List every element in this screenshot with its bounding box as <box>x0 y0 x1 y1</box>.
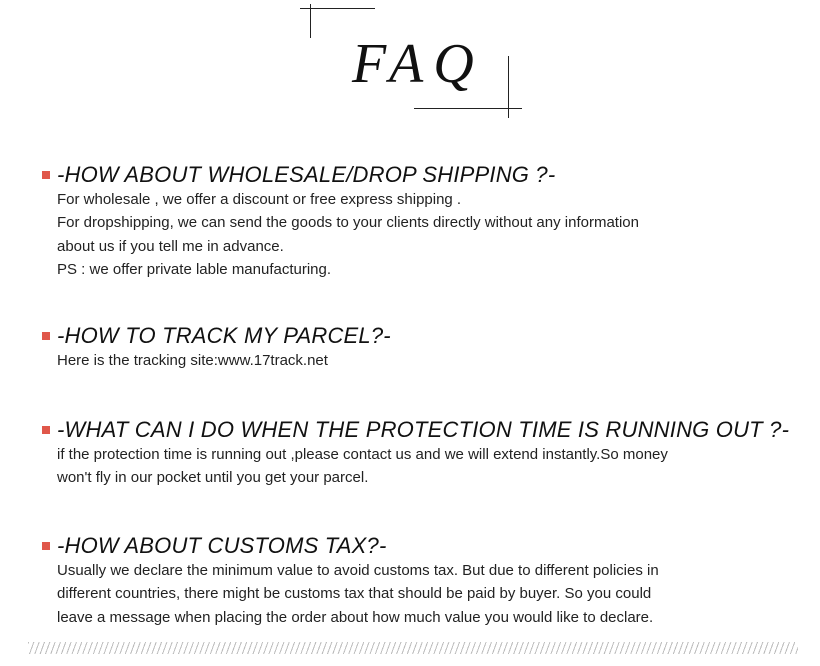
faq-section-protection <box>42 417 812 490</box>
answer-line: leave a message when placing the order about how much value you would like to declare. <box>57 608 654 626</box>
question-title: -HOW ABOUT WHOLESALE/DROP SHIPPING ?- <box>57 162 556 187</box>
page-title: FAQ <box>352 33 484 95</box>
question-title: -HOW TO TRACK MY PARCEL?- <box>57 323 391 348</box>
question-header <box>42 162 812 188</box>
faq-section-customs <box>42 533 812 629</box>
title-deco-top-hline <box>300 8 375 9</box>
question-title: -WHAT CAN I DO WHEN THE PROTECTION TIME IS RUNNING OUT ?- <box>57 417 790 442</box>
answer-line: For wholesale , we offer a discount or free express shipping . <box>57 191 462 208</box>
title-deco-bottom-vline <box>508 56 509 118</box>
faq-section-tracking <box>42 323 812 372</box>
bullet-icon <box>42 171 50 179</box>
answer-line: Here is the tracking site:www.17track.net <box>57 352 328 369</box>
answer-body <box>57 349 812 372</box>
title-deco-bottom-hline <box>414 108 522 109</box>
answer-line: PS : we offer private lable manufacturing. <box>57 260 332 278</box>
question-title: -HOW ABOUT CUSTOMS TAX?- <box>57 533 387 558</box>
bottom-dashed-divider <box>28 642 798 654</box>
answer-body <box>57 188 812 281</box>
question-header <box>42 533 812 559</box>
faq-section-wholesale <box>42 162 812 281</box>
answer-line: won't fly in our pocket until you get your parcel. <box>57 469 369 487</box>
title-deco-top-vline <box>310 4 311 38</box>
answer-line: if the protection time is running out ,please contact us and we will extend instantly.So money <box>57 446 668 463</box>
answer-body <box>57 443 812 490</box>
bullet-icon <box>42 542 50 550</box>
answer-line: For dropshipping, we can send the goods to your clients directly without any information <box>57 214 639 232</box>
answer-line: different countries, there might be customs tax that should be paid by buyer. So you could <box>57 585 652 603</box>
bullet-icon <box>42 426 50 434</box>
question-header <box>42 323 812 349</box>
bullet-icon <box>42 332 50 340</box>
question-header <box>42 417 812 443</box>
answer-line: Usually we declare the minimum value to avoid customs tax. But due to different policies in <box>57 562 659 579</box>
answer-line: about us if you tell me in advance. <box>57 237 284 255</box>
answer-body <box>57 559 812 629</box>
